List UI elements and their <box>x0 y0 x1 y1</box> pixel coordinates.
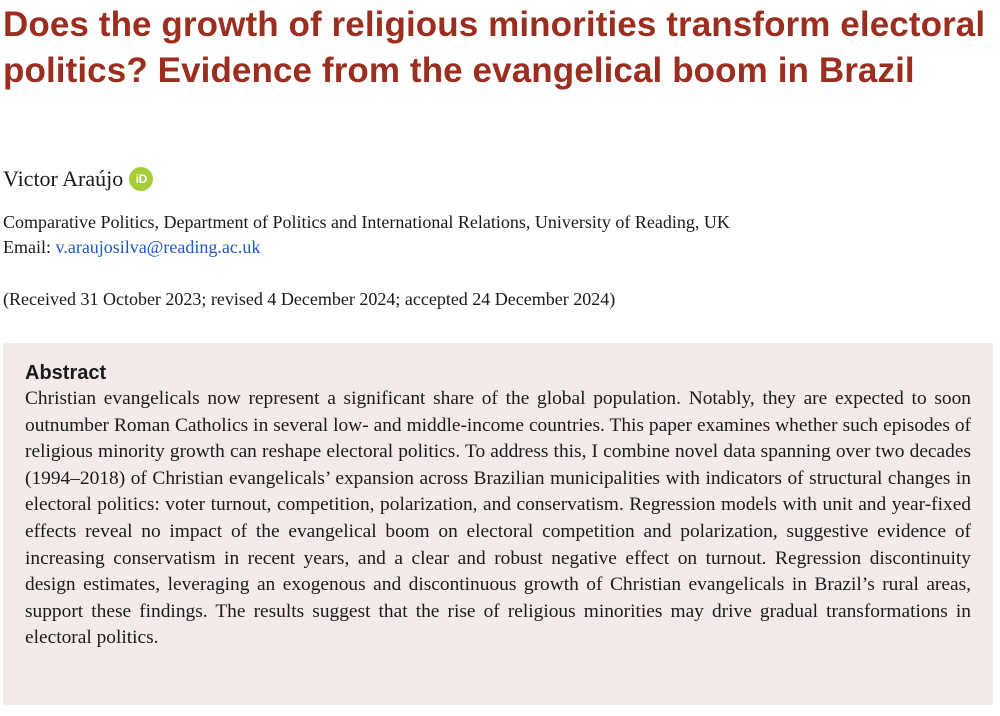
abstract-text: Christian evangelicals now represent a significant share of the global population. Notably, they are expected to soon outnumber Roman Catholics in several low- and middle-income countries. This paper examines whether such episodes of religious minority growth can reshape electoral politics. To address this, I combine novel data spanning over two decades (1994–2018) of Christian evangelicals’ expansion across Brazilian municipalities with indicators of structural changes in electoral politics: voter turnout, competition, polarization, and conservatism. Regression models with unit and year-fixed effects reveal no impact of the evangelical boom on electoral competition and polarization, suggestive evidence of increasing conservatism in recent years, and a clear and robust negative effect on turnout. Regression discontinuity design estimates, leveraging an exogenous and discontinuous growth of Christian evangelicals in Brazil’s rural areas, support these findings. The results suggest that the rise of religious minorities may drive gradual transformations in electoral politics. <box>25 388 971 649</box>
orcid-icon[interactable]: iD <box>129 167 153 191</box>
email-line <box>3 235 260 259</box>
paper-title: Does the growth of religious minorities transform electoral politics? Evidence from the evangelical boom in Brazil <box>3 5 986 90</box>
email-link[interactable]: v.araujosilva@reading.ac.uk <box>55 237 261 257</box>
author-name[interactable]: Victor Araújo <box>3 166 124 191</box>
abstract-box <box>3 343 993 705</box>
affiliation: Comparative Politics, Department of Politics and International Relations, University of Reading, UK <box>3 212 730 232</box>
abstract-heading: Abstract <box>25 362 107 384</box>
author-row <box>3 164 153 194</box>
email-label: Email: <box>3 237 56 257</box>
submission-dates: (Received 31 October 2023; revised 4 December 2024; accepted 24 December 2024) <box>3 289 616 309</box>
